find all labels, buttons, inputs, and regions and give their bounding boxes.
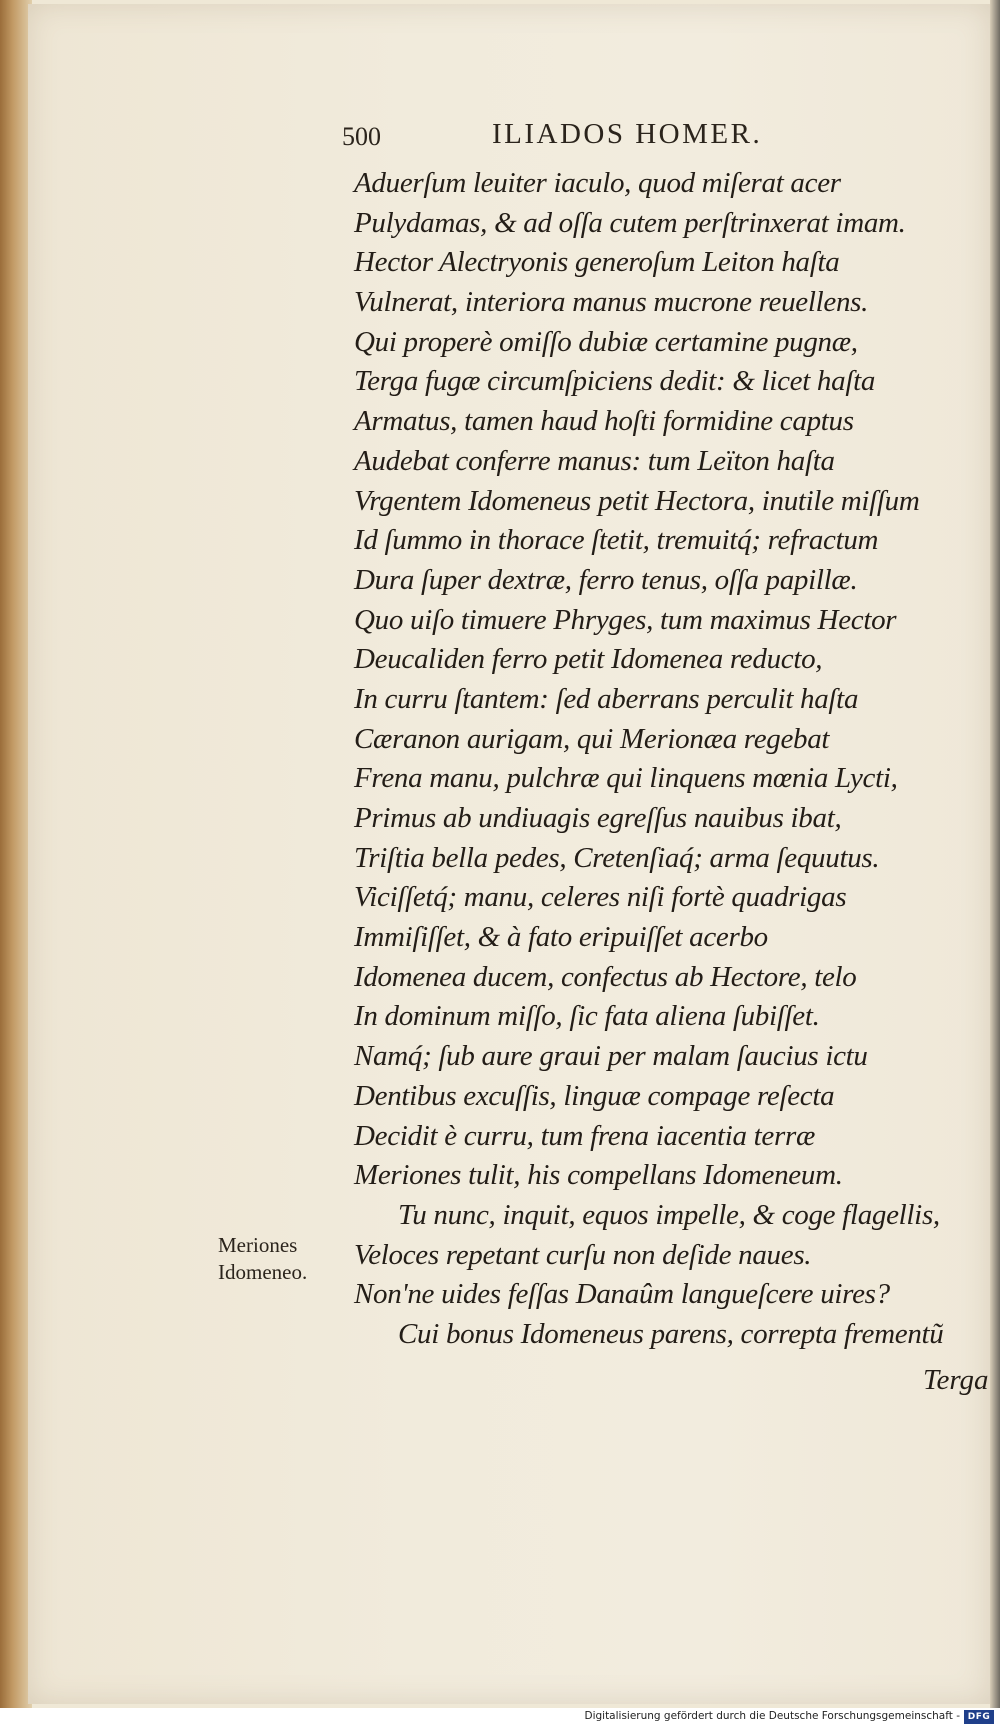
verse-line: Qui properè omiſſo dubiæ certamine pugnæ, <box>354 325 858 358</box>
running-head <box>342 118 862 158</box>
verse-line: Quo uiſo timuere Phryges, tum maximus Hector <box>354 603 897 636</box>
verse-line: Namq́; ſub aure graui per malam ſaucius ictu <box>354 1040 868 1073</box>
verse-line: Audebat conferre manus: tum Leïton haſta <box>354 444 835 477</box>
verse-line: Non'ne uides feſſas Danaûm langueſcere uires? <box>354 1278 890 1311</box>
margin-note <box>218 1232 338 1286</box>
verse-line: Id ſummo in thorace ſtetit, tremuitq́; refractum <box>354 524 879 557</box>
verse-line: Cæranon aurigam, qui Merionæa regebat <box>354 722 830 755</box>
margin-note-line: Idomeneo. <box>218 1260 308 1284</box>
verse-line: Hector Alectryonis generoſum Leiton haſta <box>354 246 840 279</box>
running-title: ILIADOS HOMER. <box>492 118 763 150</box>
verse-line: Triſtia bella pedes, Cretenſiaq́; arma ſequutus. <box>354 841 880 874</box>
verse-line: Primus ab undiuagis egreſſus nauibus ibat, <box>354 802 842 834</box>
page-number: 500 <box>342 122 381 151</box>
verse-line: In curru ſtantem: ſed aberrans perculit haſta <box>354 682 859 715</box>
verse-line: Veloces repetant curſu non deſide naues. <box>354 1238 812 1271</box>
verse-line: Deucaliden ferro petit Idomenea reducto, <box>354 643 823 676</box>
verse-line: Vulnerat, interiora manus mucrone reuellens. <box>354 286 869 319</box>
verse-line: Decidit è curru, tum frena iacentia terræ <box>354 1119 816 1152</box>
verse-line: Dura ſuper dextræ, ferro tenus, oſſa papillæ. <box>354 563 858 596</box>
verse-line: Aduerſum leuiter iaculo, quod miſerat acer <box>354 167 841 199</box>
verse-line: In dominum miſſo, ſic fata aliena ſubiſſet. <box>354 1000 820 1033</box>
verse-line: Immiſiſſet, & à fato eripuiſſet acerbo <box>354 921 768 954</box>
verse-line: Frena manu, pulchræ qui linquens mœnia Lycti, <box>354 762 898 795</box>
verse-line: Vrgentem Idomeneus petit Hectora, inutile miſſum <box>354 484 920 517</box>
verse-line: Viciſſetq́; manu, celeres niſi fortè quadrigas <box>354 881 847 914</box>
verse-line: Dentibus excuſſis, linguæ compage reſecta <box>354 1079 835 1112</box>
dfg-logo: DFG <box>964 1710 994 1724</box>
margin-note-line: Meriones <box>218 1233 298 1257</box>
verse-line: Terga fugæ circumſpiciens dedit: & licet haſta <box>354 365 876 398</box>
verse-line: Pulydamas, & ad oſſa cutem perſtrinxerat imam. <box>354 206 906 239</box>
digitization-footer <box>0 1708 1000 1727</box>
verse-line: Cui bonus Idomeneus parens, correpta frementũ <box>398 1317 944 1350</box>
catchword: Terga <box>923 1364 989 1396</box>
verse-line: Armatus, tamen haud hoſti formidine captus <box>354 405 854 438</box>
verse-line: Tu nunc, inquit, equos impelle, & coge flagellis, <box>398 1198 940 1231</box>
footer-credit: Digitalisierung gefördert durch die Deutsche Forschungsgemeinschaft - <box>584 1710 960 1722</box>
verse-lines <box>354 164 994 1355</box>
verse-line: Idomenea ducem, confectus ab Hectore, telo <box>354 960 857 993</box>
verse-line: Meriones tulit, his compellans Idomeneum. <box>354 1159 843 1192</box>
